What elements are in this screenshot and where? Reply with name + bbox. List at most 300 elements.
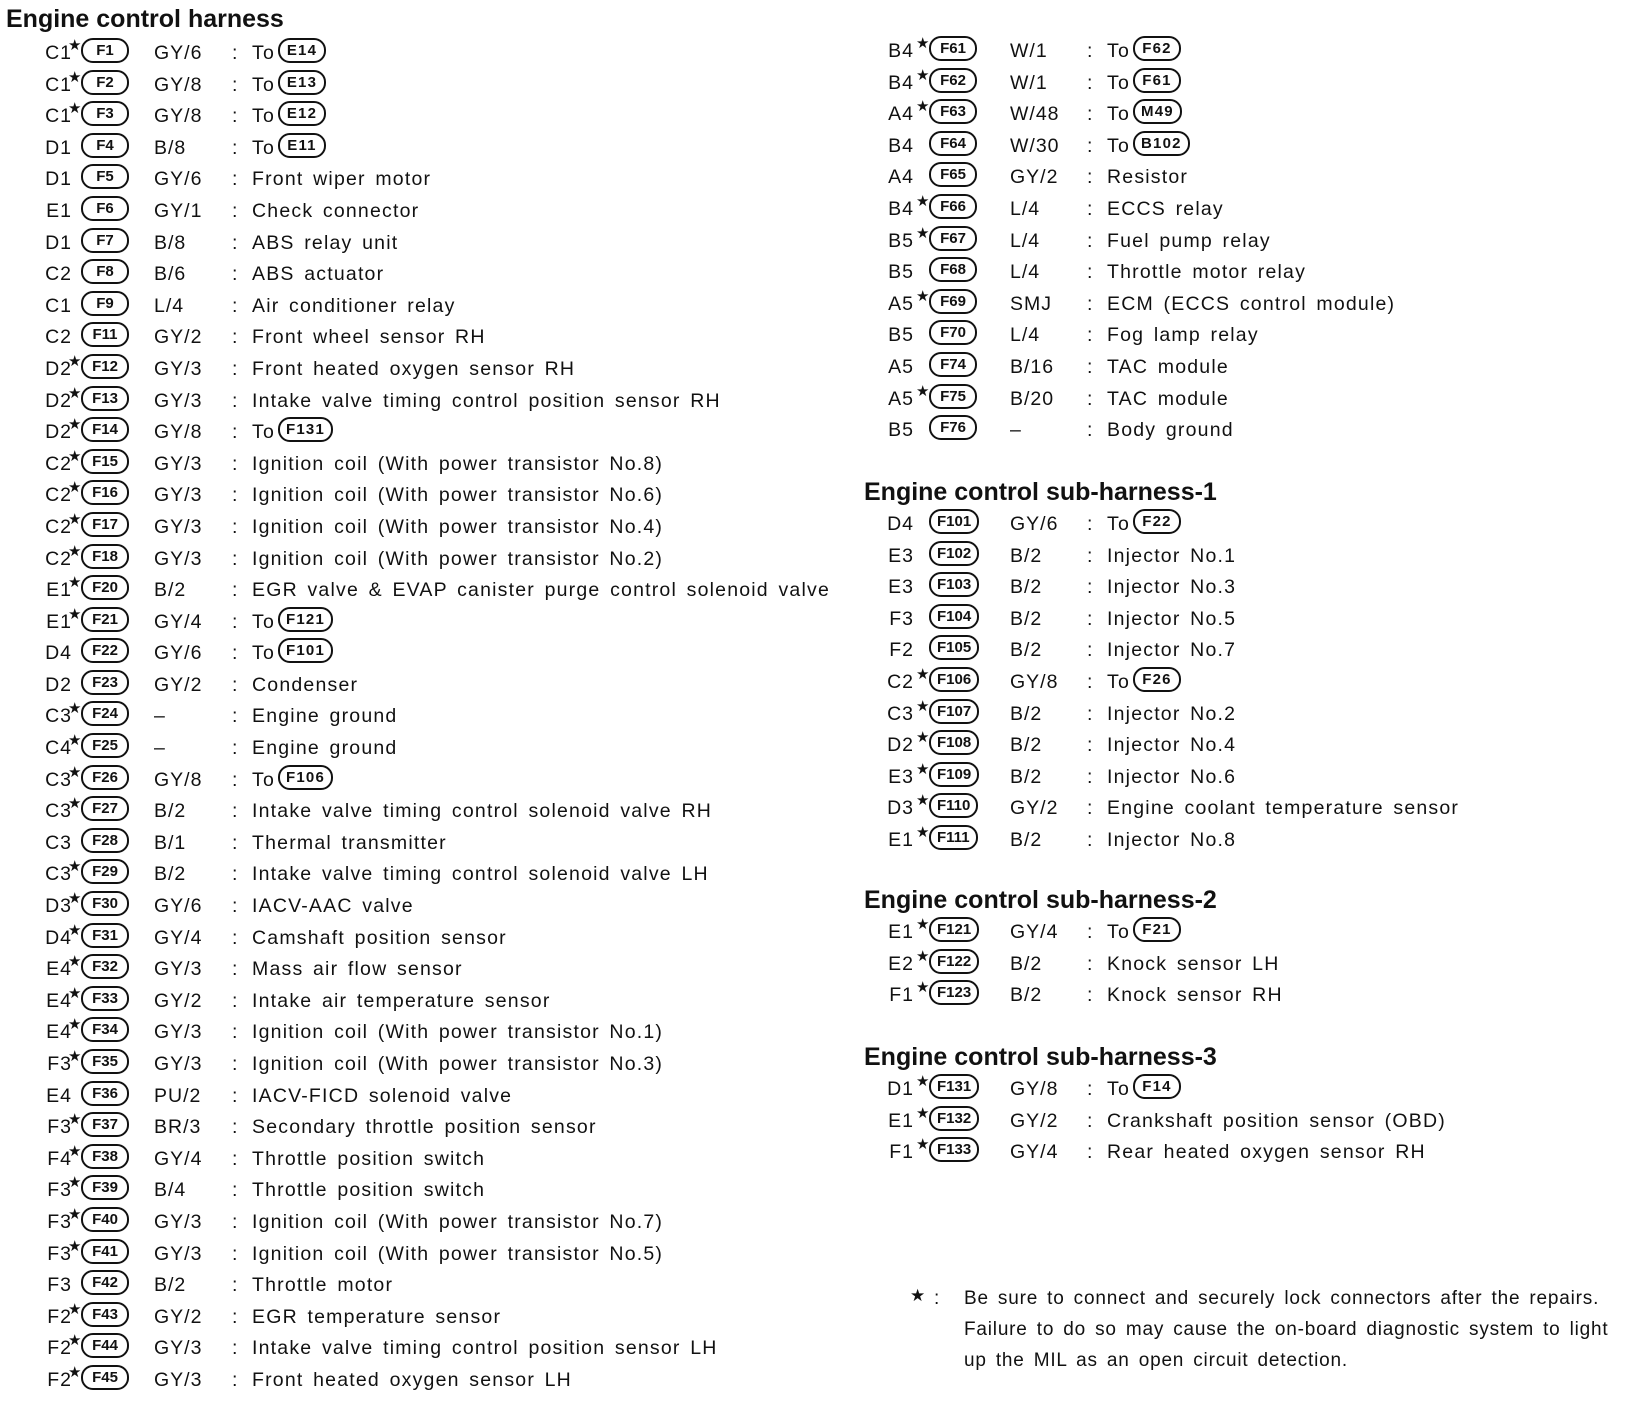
target-connector-badge: E11 xyxy=(278,133,326,158)
separator-colon: : xyxy=(1087,71,1093,94)
target-connector-badge: F21 xyxy=(1133,917,1181,942)
separator-colon: : xyxy=(1087,544,1093,567)
star-icon: ★ xyxy=(916,665,930,683)
star-icon: ★ xyxy=(916,192,930,210)
wire-color: B/2 xyxy=(1010,607,1043,630)
grid-ref: C2 xyxy=(45,326,72,349)
star-icon: ★ xyxy=(68,953,82,971)
connector-row xyxy=(864,793,1634,825)
connector-row xyxy=(6,101,826,133)
wire-color: B/2 xyxy=(1010,734,1043,757)
wire-color: GY/8 xyxy=(1010,1078,1059,1100)
star-icon: ★ xyxy=(68,1205,82,1223)
connector-badge: F70 xyxy=(929,320,977,345)
wire-color: PU/2 xyxy=(154,1084,202,1107)
separator-colon: : xyxy=(232,673,238,696)
wire-color: GY/6 xyxy=(154,168,203,191)
grid-ref: D3 xyxy=(45,895,72,918)
connector-badge: F131 xyxy=(929,1074,979,1099)
separator-colon: : xyxy=(232,421,238,444)
connector-row xyxy=(864,1137,1634,1169)
target-connector-badge: E13 xyxy=(278,70,326,95)
grid-ref: B4 xyxy=(888,71,914,94)
destination xyxy=(1107,99,1174,131)
separator-colon: : xyxy=(232,1147,238,1170)
grid-ref: F4 xyxy=(47,1147,72,1170)
description: Ignition coil (With power transistor No.2) xyxy=(252,547,664,570)
separator-colon: : xyxy=(1087,103,1093,126)
connector-row xyxy=(864,226,1634,258)
wire-color: B/2 xyxy=(1010,952,1043,975)
description: Front heated oxygen sensor RH xyxy=(252,357,576,380)
wire-color: GY/2 xyxy=(1010,166,1059,189)
star-icon: ★ xyxy=(916,947,930,965)
separator-colon: : xyxy=(1087,1141,1093,1164)
star-icon: ★ xyxy=(68,984,82,1002)
star-icon: ★ xyxy=(68,1300,82,1318)
connector-badge: F101 xyxy=(929,509,979,534)
footnote-colon: : xyxy=(934,1288,941,1309)
section-title: Engine control harness xyxy=(6,5,284,33)
wire-color: GY/8 xyxy=(1010,670,1059,693)
connector-row xyxy=(864,1106,1634,1138)
grid-ref: E1 xyxy=(46,199,72,222)
grid-ref: E1 xyxy=(46,579,72,602)
target-connector-badge: E14 xyxy=(278,38,326,63)
star-icon: ★ xyxy=(68,542,82,560)
separator-colon: : xyxy=(232,642,238,665)
connector-badge: F104 xyxy=(929,604,979,629)
connector-row xyxy=(6,228,826,260)
description: TAC module xyxy=(1107,387,1229,410)
grid-ref: F1 xyxy=(889,984,914,1007)
target-connector-badge: F131 xyxy=(278,417,333,442)
separator-colon: : xyxy=(232,831,238,854)
separator-colon: : xyxy=(1087,513,1093,535)
connector-badge: F8 xyxy=(81,259,129,284)
grid-ref: E1 xyxy=(888,1109,914,1132)
separator-colon: : xyxy=(1087,197,1093,220)
grid-ref: F2 xyxy=(47,1368,72,1391)
grid-ref: D1 xyxy=(45,231,72,254)
star-icon: ★ xyxy=(916,760,930,778)
connector-badge: F74 xyxy=(929,352,977,377)
description: Engine ground xyxy=(252,737,398,760)
grid-ref: C3 xyxy=(45,768,72,791)
to-label: To xyxy=(252,768,275,791)
star-icon: ★ xyxy=(68,510,82,528)
separator-colon: : xyxy=(1087,921,1093,943)
to-label: To xyxy=(252,105,275,128)
wire-color: GY/8 xyxy=(154,73,203,96)
wire-color: B/2 xyxy=(1010,544,1043,567)
connector-row xyxy=(6,38,826,70)
description: Front wiper motor xyxy=(252,168,432,191)
wire-color: B/2 xyxy=(154,800,187,823)
connector-row xyxy=(6,1049,826,1081)
connector-row xyxy=(864,667,1634,699)
connector-badge: F121 xyxy=(929,917,979,942)
separator-colon: : xyxy=(1087,1078,1093,1100)
separator-colon: : xyxy=(232,1274,238,1297)
connector-badge: F2 xyxy=(81,70,129,95)
wire-color: B/2 xyxy=(1010,639,1043,662)
to-label: To xyxy=(1107,513,1130,535)
destination xyxy=(1107,1074,1172,1106)
connector-row xyxy=(864,352,1634,384)
star-icon: ★ xyxy=(916,697,930,715)
wire-color: GY/6 xyxy=(154,642,203,665)
wire-color: GY/3 xyxy=(154,357,203,380)
connector-badge: F36 xyxy=(81,1081,129,1106)
wire-color: W/48 xyxy=(1010,103,1060,126)
connector-badge: F5 xyxy=(81,164,129,189)
destination xyxy=(1107,667,1172,699)
connector-badge: F34 xyxy=(81,1017,129,1042)
grid-ref: D1 xyxy=(887,1078,914,1100)
connector-row xyxy=(6,1270,826,1302)
connector-badge: F11 xyxy=(81,322,129,347)
separator-colon: : xyxy=(1087,765,1093,788)
grid-ref: E3 xyxy=(888,765,914,788)
destination xyxy=(252,638,325,670)
target-connector-badge: F106 xyxy=(278,765,333,790)
connector-row xyxy=(6,1081,826,1113)
connector-badge: F64 xyxy=(929,131,977,156)
to-label: To xyxy=(1107,40,1130,62)
connector-row xyxy=(864,762,1634,794)
separator-colon: : xyxy=(232,168,238,191)
connector-row xyxy=(6,259,826,291)
wire-color: GY/3 xyxy=(154,1368,203,1391)
wire-color: GY/6 xyxy=(154,895,203,918)
connector-row xyxy=(6,733,826,765)
grid-ref: D4 xyxy=(45,926,72,949)
grid-ref: E4 xyxy=(46,989,72,1012)
description: Crankshaft position sensor (OBD) xyxy=(1107,1109,1446,1132)
wire-color: GY/3 xyxy=(154,484,203,507)
connector-row xyxy=(864,289,1634,321)
grid-ref: E1 xyxy=(46,610,72,633)
connector-row xyxy=(864,1074,1634,1106)
connector-badge: F76 xyxy=(929,415,977,440)
grid-ref: C3 xyxy=(45,800,72,823)
connector-badge: F14 xyxy=(81,417,129,442)
separator-colon: : xyxy=(1087,134,1093,157)
grid-ref: C2 xyxy=(45,484,72,507)
wire-color: B/16 xyxy=(1010,355,1055,378)
separator-colon: : xyxy=(232,768,238,791)
separator-colon: : xyxy=(232,73,238,96)
connector-row xyxy=(6,449,826,481)
connector-row xyxy=(6,417,826,449)
separator-colon: : xyxy=(1087,576,1093,599)
description: Injector No.2 xyxy=(1107,702,1237,725)
connector-row xyxy=(6,196,826,228)
separator-colon: : xyxy=(1087,952,1093,975)
section-title: Engine control sub-harness-3 xyxy=(864,1043,1217,1071)
connector-badge: F132 xyxy=(929,1106,979,1131)
separator-colon: : xyxy=(232,1021,238,1044)
wire-color: GY/3 xyxy=(154,958,203,981)
star-icon: ★ xyxy=(68,416,82,434)
connector-row xyxy=(864,257,1634,289)
description: Intake valve timing control solenoid valve LH xyxy=(252,863,709,886)
to-label: To xyxy=(252,42,275,64)
star-icon: ★ xyxy=(68,68,82,86)
grid-ref: C3 xyxy=(45,863,72,886)
grid-ref: C3 xyxy=(45,831,72,854)
connector-row xyxy=(864,917,1634,949)
description: Injector No.7 xyxy=(1107,639,1237,662)
description: Intake air temperature sensor xyxy=(252,989,551,1012)
connector-row xyxy=(6,607,826,639)
separator-colon: : xyxy=(232,1084,238,1107)
connector-row xyxy=(6,386,826,418)
wire-color: GY/3 xyxy=(154,1021,203,1044)
star-icon: ★ xyxy=(916,792,930,810)
connector-badge: F12 xyxy=(81,354,129,379)
connector-row xyxy=(6,1333,826,1365)
grid-ref: C2 xyxy=(45,263,72,286)
grid-ref: D1 xyxy=(45,168,72,191)
wire-color: GY/8 xyxy=(154,768,203,791)
star-icon: ★ xyxy=(68,1332,82,1350)
description: Ignition coil (With power transistor No.5) xyxy=(252,1242,664,1265)
star-icon: ★ xyxy=(68,479,82,497)
wire-color: SMJ xyxy=(1010,292,1052,315)
star-icon: ★ xyxy=(916,98,930,116)
description: Mass air flow sensor xyxy=(252,958,463,981)
separator-colon: : xyxy=(232,737,238,760)
section-title: Engine control sub-harness-1 xyxy=(864,478,1217,506)
wire-color: W/1 xyxy=(1010,40,1048,62)
separator-colon: : xyxy=(232,263,238,286)
wire-color: GY/3 xyxy=(154,1210,203,1233)
footnote-line-3: up the MIL as an open circuit detection. xyxy=(964,1350,1348,1371)
wire-color: B/6 xyxy=(154,263,187,286)
target-connector-badge: F101 xyxy=(278,638,333,663)
description: Intake valve timing control solenoid valve RH xyxy=(252,800,713,823)
wire-color: GY/4 xyxy=(1010,1141,1059,1164)
star-icon: ★ xyxy=(68,1363,82,1381)
section-engine-control-harness xyxy=(6,5,830,1397)
star-icon: ★ xyxy=(68,1237,82,1255)
connector-row xyxy=(6,133,826,165)
grid-ref: B4 xyxy=(888,40,914,62)
wire-color: GY/3 xyxy=(154,1337,203,1360)
grid-ref: D2 xyxy=(45,421,72,444)
grid-ref: B5 xyxy=(888,229,914,252)
grid-ref: C2 xyxy=(45,452,72,475)
connector-row xyxy=(6,1365,826,1397)
connector-badge: F41 xyxy=(81,1239,129,1264)
connector-badge: F69 xyxy=(929,289,977,314)
wire-color: GY/3 xyxy=(154,547,203,570)
destination xyxy=(1107,68,1172,100)
connector-row xyxy=(6,291,826,323)
star-icon: ★ xyxy=(68,605,82,623)
separator-colon: : xyxy=(232,895,238,918)
grid-ref: C1 xyxy=(45,105,72,128)
star-icon: ★ xyxy=(68,921,82,939)
separator-colon: : xyxy=(232,547,238,570)
description: EGR temperature sensor xyxy=(252,1305,502,1328)
description: Injector No.8 xyxy=(1107,828,1237,851)
connector-badge: F25 xyxy=(81,733,129,758)
wire-color: – xyxy=(154,705,166,728)
description: Secondary throttle position sensor xyxy=(252,1116,597,1139)
grid-ref: A5 xyxy=(888,355,914,378)
wire-color: GY/1 xyxy=(154,199,203,222)
footnote-line-2: Failure to do so may cause the on-board diagnostic system to light xyxy=(964,1319,1609,1340)
target-connector-badge: B102 xyxy=(1133,131,1190,156)
destination xyxy=(1107,917,1172,949)
separator-colon: : xyxy=(232,958,238,981)
grid-ref: F3 xyxy=(47,1053,72,1075)
connector-badge: F18 xyxy=(81,544,129,569)
grid-ref: B5 xyxy=(888,261,914,284)
section-sub-harness-1 xyxy=(864,478,1634,857)
connector-badge: F35 xyxy=(81,1049,129,1074)
connector-badge: F7 xyxy=(81,228,129,253)
connector-row xyxy=(6,354,826,386)
wire-color: L/4 xyxy=(1010,261,1041,284)
connector-badge: F33 xyxy=(81,986,129,1011)
destination xyxy=(252,101,318,133)
connector-row xyxy=(6,954,826,986)
star-icon: ★ xyxy=(916,1136,930,1154)
wire-color: GY/3 xyxy=(154,515,203,538)
separator-colon: : xyxy=(1087,797,1093,820)
connector-badge: F13 xyxy=(81,386,129,411)
connector-badge: F111 xyxy=(929,825,978,850)
description: Injector No.6 xyxy=(1107,765,1237,788)
separator-colon: : xyxy=(232,294,238,317)
star-icon: ★ xyxy=(916,287,930,305)
grid-ref: C3 xyxy=(45,705,72,728)
description: Throttle motor relay xyxy=(1107,261,1307,284)
connector-row xyxy=(6,480,826,512)
description: Injector No.4 xyxy=(1107,734,1237,757)
star-icon: ★ xyxy=(916,66,930,84)
connector-row xyxy=(864,320,1634,352)
star-icon: ★ xyxy=(916,224,930,242)
description: Engine coolant temperature sensor xyxy=(1107,797,1460,820)
wire-color: GY/2 xyxy=(154,673,203,696)
separator-colon: : xyxy=(232,1368,238,1391)
wire-color: W/1 xyxy=(1010,71,1048,94)
grid-ref: F3 xyxy=(47,1274,72,1297)
grid-ref: C1 xyxy=(45,42,72,64)
wire-color: GY/8 xyxy=(154,105,203,128)
connector-row xyxy=(864,980,1634,1012)
grid-ref: F3 xyxy=(47,1242,72,1265)
separator-colon: : xyxy=(232,136,238,159)
wire-color: GY/3 xyxy=(154,452,203,475)
destination xyxy=(252,607,325,639)
target-connector-badge: M49 xyxy=(1133,99,1182,124)
connector-badge: F9 xyxy=(81,291,129,316)
separator-colon: : xyxy=(232,1337,238,1360)
connector-badge: F32 xyxy=(81,954,129,979)
separator-colon: : xyxy=(1087,387,1093,410)
wire-color: GY/6 xyxy=(1010,513,1059,535)
connector-badge: F103 xyxy=(929,572,979,597)
star-icon: ★ xyxy=(68,700,82,718)
separator-colon: : xyxy=(1087,355,1093,378)
connector-row xyxy=(864,68,1634,100)
star-icon: ★ xyxy=(68,1142,82,1160)
connector-badge: F65 xyxy=(929,162,977,187)
connector-badge: F38 xyxy=(81,1144,129,1169)
star-icon: ★ xyxy=(68,574,82,592)
star-icon: ★ xyxy=(916,979,930,997)
wire-color: L/4 xyxy=(1010,324,1041,347)
connector-row xyxy=(864,509,1634,541)
star-icon: ★ xyxy=(68,890,82,908)
connector-row xyxy=(6,828,826,860)
grid-ref: D2 xyxy=(887,734,914,757)
connector-badge: F43 xyxy=(81,1302,129,1327)
wire-color: GY/4 xyxy=(154,610,203,633)
connector-badge: F109 xyxy=(929,762,979,787)
connector-row xyxy=(6,1175,826,1207)
star-icon: ★ xyxy=(68,100,82,118)
separator-colon: : xyxy=(232,326,238,349)
star-icon: ★ xyxy=(916,1104,930,1122)
star-icon: ★ xyxy=(68,1016,82,1034)
separator-colon: : xyxy=(232,1179,238,1202)
footnote-line-1: Be sure to connect and securely lock connectors after the repairs. xyxy=(964,1288,1600,1309)
separator-colon: : xyxy=(1087,1109,1093,1132)
wire-color: B/2 xyxy=(154,1274,187,1297)
footnote-star-icon: ★ xyxy=(910,1286,927,1305)
connector-badge: F28 xyxy=(81,828,129,853)
grid-ref: B5 xyxy=(888,419,914,442)
connector-badge: F102 xyxy=(929,541,979,566)
separator-colon: : xyxy=(1087,984,1093,1007)
connector-row xyxy=(6,923,826,955)
connector-badge: F110 xyxy=(929,793,978,818)
connector-badge: F122 xyxy=(929,949,979,974)
section-engine-control-harness-cont xyxy=(864,36,1634,447)
grid-ref: E4 xyxy=(46,958,72,981)
connector-row xyxy=(864,604,1634,636)
grid-ref: D3 xyxy=(887,797,914,820)
connector-row xyxy=(864,825,1634,857)
description: Knock sensor RH xyxy=(1107,984,1283,1007)
connector-badge: F37 xyxy=(81,1112,129,1137)
wire-color: BR/3 xyxy=(154,1116,202,1139)
wire-color: GY/4 xyxy=(154,1147,203,1170)
separator-colon: : xyxy=(232,515,238,538)
connector-row xyxy=(864,131,1634,163)
separator-colon: : xyxy=(232,989,238,1012)
separator-colon: : xyxy=(232,926,238,949)
connector-row xyxy=(6,1112,826,1144)
star-icon: ★ xyxy=(68,1048,82,1065)
star-icon: ★ xyxy=(68,795,82,813)
separator-colon: : xyxy=(1087,607,1093,630)
separator-colon: : xyxy=(232,105,238,128)
connector-row xyxy=(6,765,826,797)
connector-badge: F40 xyxy=(81,1207,129,1232)
connector-row xyxy=(6,701,826,733)
connector-row xyxy=(6,796,826,828)
grid-ref: D2 xyxy=(45,389,72,412)
separator-colon: : xyxy=(1087,261,1093,284)
